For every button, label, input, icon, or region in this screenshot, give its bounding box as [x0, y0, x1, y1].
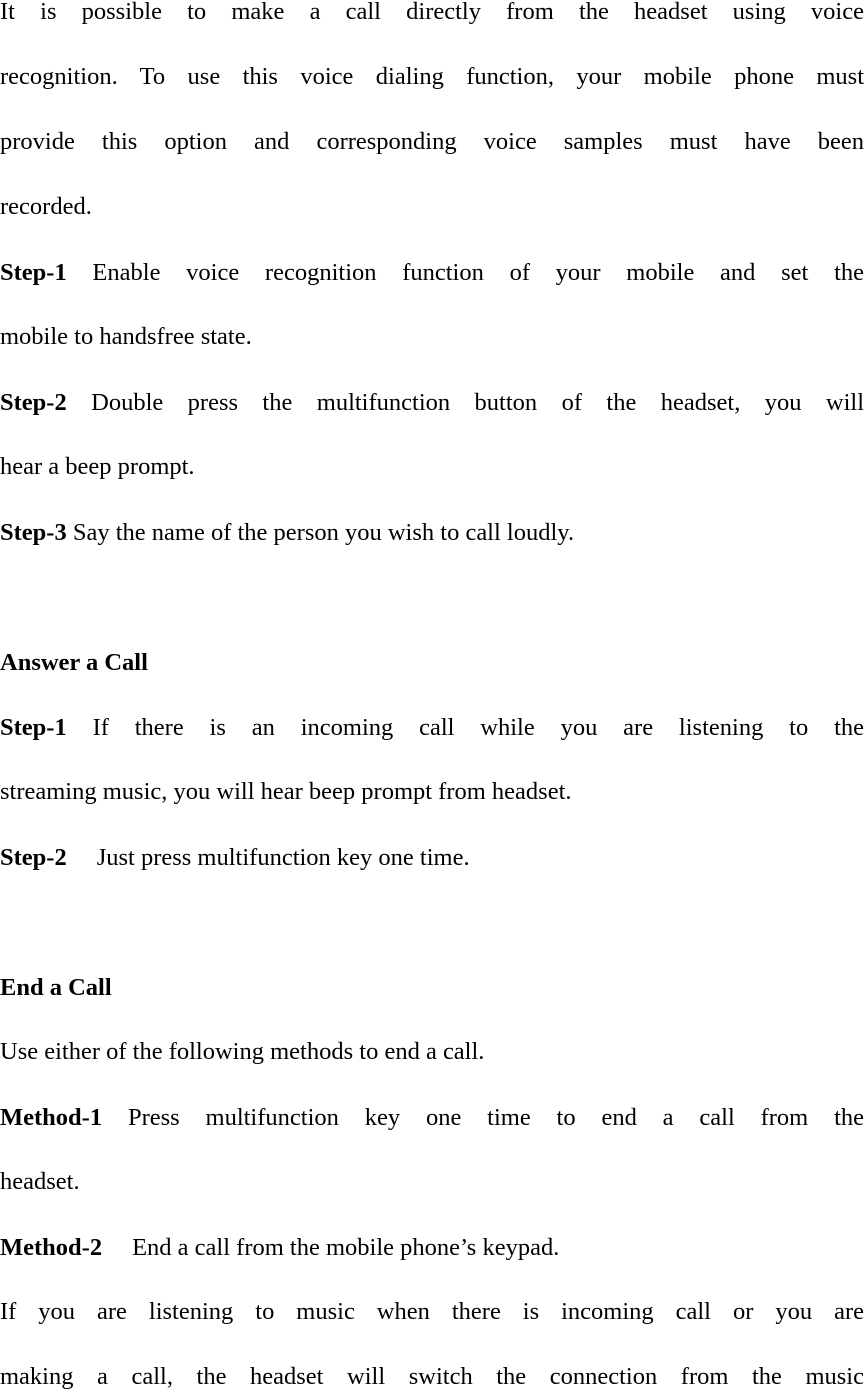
voice-dial-step-2 — [0, 383, 864, 423]
voice-dial-step-1 — [0, 253, 864, 293]
end-call-intro: Use either of the following methods to end a call. — [0, 1038, 485, 1065]
answer-call-step-1-text: If there is an incoming call while you are listening to the — [92, 714, 864, 741]
intro-line-3: provide this option and corresponding voice samples must have been — [0, 128, 864, 155]
answer-call-step-2-text: Just press multifunction key one time. — [96, 844, 470, 871]
voice-dial-step-3-label: Step-3 — [0, 519, 67, 546]
answer-call-step-2 — [0, 838, 864, 878]
closing-line-1: If you are listening to music when there is incoming call or you are — [0, 1298, 864, 1325]
intro-line-4: recorded. — [0, 193, 92, 220]
answer-call-step-1 — [0, 708, 864, 748]
voice-dial-step-2-text: Double press the multifunction button of the headset, you will — [91, 389, 864, 416]
end-call-method-2-label: Method-2 — [0, 1234, 103, 1261]
answer-call-step-1-continued: streaming music, you will hear beep prompt from headset. — [0, 778, 572, 805]
end-call-method-1 — [0, 1098, 864, 1138]
end-call-heading: End a Call — [0, 974, 112, 1001]
end-call-method-2 — [0, 1228, 864, 1268]
end-call-method-1-continued: headset. — [0, 1168, 80, 1195]
voice-dial-step-3 — [0, 513, 864, 553]
end-call-method-1-text: Press multifunction key one time to end a call from the — [127, 1104, 864, 1131]
voice-dial-step-1-label: Step-1 — [0, 259, 67, 286]
end-call-method-2-text: End a call from the mobile phone’s keypad. — [132, 1234, 560, 1261]
answer-call-heading: Answer a Call — [0, 649, 148, 676]
voice-dial-step-1-continued: mobile to handsfree state. — [0, 323, 252, 350]
intro-line-1: It is possible to make a call directly from the headset using voice — [0, 0, 864, 25]
voice-dial-step-1-text: Enable voice recognition function of your mobile and set the — [92, 259, 864, 286]
intro-line-2: recognition. To use this voice dialing function, your mobile phone must — [0, 63, 864, 90]
answer-call-step-1-label: Step-1 — [0, 714, 67, 741]
end-call-method-1-label: Method-1 — [0, 1104, 103, 1131]
closing-line-2: making a call, the headset will switch the connection from the music — [0, 1363, 864, 1390]
voice-dial-step-2-label: Step-2 — [0, 389, 67, 416]
voice-dial-step-2-continued: hear a beep prompt. — [0, 453, 195, 480]
answer-call-step-2-label: Step-2 — [0, 844, 67, 871]
voice-dial-step-3-text: Say the name of the person you wish to call loudly. — [72, 519, 575, 546]
